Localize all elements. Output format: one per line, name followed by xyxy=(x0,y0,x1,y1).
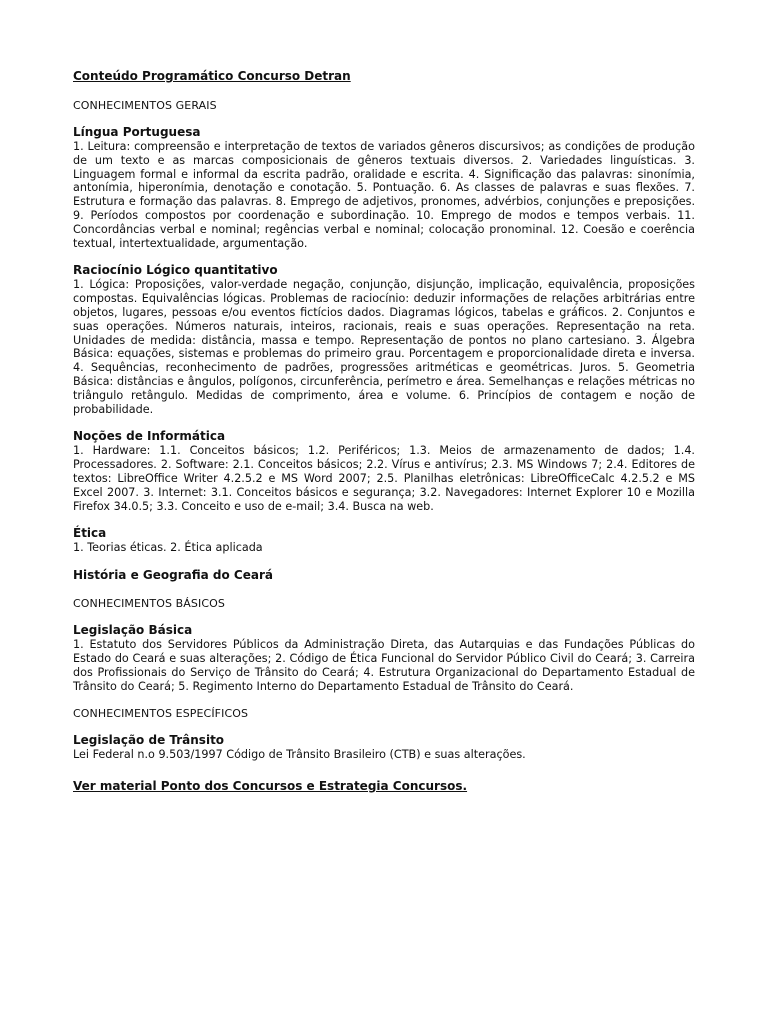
section-body-legislacao-basica: 1. Estatuto dos Servidores Públicos da Administração Direta, das Autarquias e das Fundações Públicas do Estado do Ceará e suas alterações; 2. Código de Ética Funcional do Servidor Público Civil do Ceará; 3. Carreira dos Profissionais do Serviço de Trânsito do Ceará; 4. Estrutura Organizacional do Departamento Estadual de Trânsito do Ceará; 5. Regimento Interno do Departamento Estadual de Trânsito do Ceará. xyxy=(73,638,695,693)
document-title: Conteúdo Programático Concurso Detran xyxy=(73,69,351,83)
section-title-legislacao-de-transito: Legislação de Trânsito xyxy=(73,733,225,748)
section-raciocinio-logico xyxy=(73,263,695,416)
section-body-lingua-portuguesa: 1. Leitura: compreensão e interpretação de textos de variados gêneros discursivos; as condições de produção de um texto e as marcas composicionais de gêneros textuais diversos. 2. Variedades linguísticas. 3. Linguagem formal e informal da escrita padrão, oralidade e escrita. 4. Significação das palavras: sinonímia, antonímia, hiperonímia, denotação e conotação. 5. Pontuação. 6. As classes de palavras e suas flexões. 7. Estrutura e formação das palavras. 8. Emprego de adjetivos, pronomes, advérbios, conjunções e preposições. 9. Períodos compostos por coordenação e subordinação. 10. Emprego de modos e tempos verbais. 11. Concordâncias verbal e nominal; regências verbal e nominal; colocação pronominal. 12. Coesão e coerência textual, intertextualidade, argumentação. xyxy=(73,140,695,250)
footer-material-link[interactable]: Ver material Ponto dos Concursos e Estrategia Concursos. xyxy=(73,779,468,794)
section-body-nocoes-de-informatica: 1. Hardware: 1.1. Conceitos básicos; 1.2. Periféricos; 1.3. Meios de armazenamento de dados; 1.4. Processadores. 2. Software: 2.1. Conceitos básicos; 2.2. Vírus e antivírus; 2.3. MS Windows 7; 2.4. Editores de textos: LibreOffice Writer 4.2.5.2 e MS Word 2007; 2.5. Planilhas eletrônicas: LibreOfficeCalc 4.2.5.2 e MS Excel 2007. 3. Internet: 3.1. Conceitos básicos e segurança; 3.2. Navegadores: Internet Explorer 10 e Mozilla Firefox 34.0.5; 3.3. Conceito e uso de e-mail; 3.4. Busca na web. xyxy=(73,444,695,513)
group-label-conhecimentos-gerais: CONHECIMENTOS GERAIS xyxy=(73,99,217,112)
section-title-historia-geografia-ceara: História e Geografia do Ceará xyxy=(73,568,273,583)
section-title-nocoes-de-informatica: Noções de Informática xyxy=(73,429,226,444)
group-label-conhecimentos-especificos: CONHECIMENTOS ESPECÍFICOS xyxy=(73,707,249,721)
section-title-raciocinio-logico: Raciocínio Lógico quantitativo xyxy=(73,263,278,278)
section-nocoes-de-informatica xyxy=(73,429,695,513)
section-legislacao-basica xyxy=(73,623,695,693)
section-legislacao-de-transito xyxy=(73,733,695,762)
section-title-legislacao-basica: Legislação Básica xyxy=(73,623,193,638)
section-title-etica: Ética xyxy=(73,526,107,541)
section-body-legislacao-de-transito: Lei Federal n.o 9.503/1997 Código de Trânsito Brasileiro (CTB) e suas alterações. xyxy=(73,748,526,762)
section-body-raciocinio-logico: 1. Lógica: Proposições, valor-verdade negação, conjunção, disjunção, implicação, equivalência, proposições compostas. Equivalências lógicas. Problemas de raciocínio: deduzir informações de relações arbitrárias entre objetos, lugares, pessoas e/ou eventos fictícios dados. Diagramas lógicos, tabelas e gráficos. 2. Conjuntos e suas operações. Números naturais, inteiros, racionais, reais e suas operações. Representação na reta. Unidades de medida: distância, massa e tempo. Representação de pontos no plano cartesiano. 3. Álgebra Básica: equações, sistemas e problemas do primeiro grau. Porcentagem e proporcionalidade direta e inversa. 4. Sequências, reconhecimento de padrões, progressões aritméticas e geométricas. Juros. 5. Geometria Básica: distâncias e ângulos, polígonos, circunferência, perímetro e área. Semelhanças e relações métricas no triângulo retângulo. Medidas de comprimento, área e volume. 6. Princípios de contagem e noção de probabilidade. xyxy=(73,278,695,416)
section-etica xyxy=(73,526,695,555)
group-label-conhecimentos-basicos: CONHECIMENTOS BÁSICOS xyxy=(73,597,225,611)
section-title-lingua-portuguesa: Língua Portuguesa xyxy=(73,125,201,139)
section-body-etica: 1. Teorias éticas. 2. Ética aplicada xyxy=(73,541,263,555)
section-lingua-portuguesa xyxy=(73,125,695,250)
